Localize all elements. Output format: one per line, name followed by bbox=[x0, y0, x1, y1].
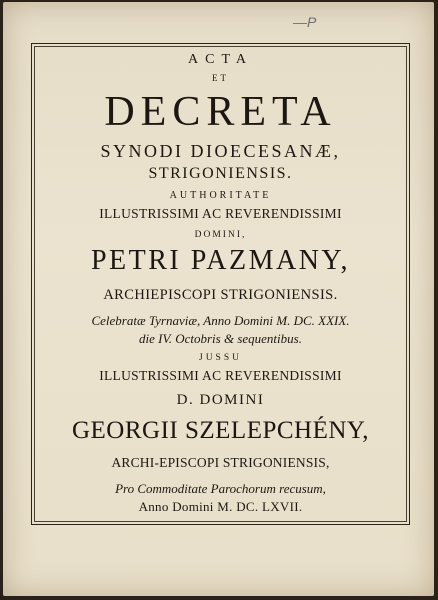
petri-pazmany: PETRI PAZMANY, bbox=[90, 245, 351, 276]
title-strigoniensis: STRIGONIENSIS. bbox=[148, 165, 293, 182]
anno-domini-1667: Anno Domini M. DC. LXVII. bbox=[138, 499, 303, 514]
title-acta: ACTA bbox=[188, 52, 253, 67]
archiepiscopi-1: ARCHIEPISCOPI STRIGONIENSIS. bbox=[103, 287, 338, 303]
title-et: ET bbox=[212, 73, 229, 83]
illustrissimi-1: ILLUSTRISSIMI AC REVERENDISSIMI bbox=[99, 206, 342, 221]
georgii-szelepcheny: GEORGII SZELEPCHÉNY, bbox=[71, 417, 370, 444]
title-page bbox=[3, 2, 434, 596]
illustrissimi-2: ILLUSTRISSIMI AC REVERENDISSIMI bbox=[99, 368, 342, 383]
archi-episcopi: ARCHI-EPISCOPI STRIGONIENSIS, bbox=[111, 455, 330, 470]
d-domini: D. DOMINI bbox=[176, 392, 265, 408]
jussu: JUSSU bbox=[199, 353, 242, 363]
authoritate: AUTHORITATE bbox=[169, 190, 272, 201]
celebratae: Celebratæ Tyrnaviæ, Anno Domini M. DC. XXIX. bbox=[91, 313, 350, 328]
handwritten-annotation: —P bbox=[293, 14, 317, 30]
domini-1: DOMINI, bbox=[194, 230, 247, 240]
die-octobris: die IV. Octobris & sequentibus. bbox=[139, 331, 302, 346]
title-page-border bbox=[31, 43, 410, 525]
title-synodi: SYNODI DIOECESANÆ, bbox=[100, 141, 341, 161]
pro-commoditate: Pro Commoditate Parochorum recusum, bbox=[115, 481, 326, 496]
title-decreta: DECRETA bbox=[104, 89, 337, 135]
